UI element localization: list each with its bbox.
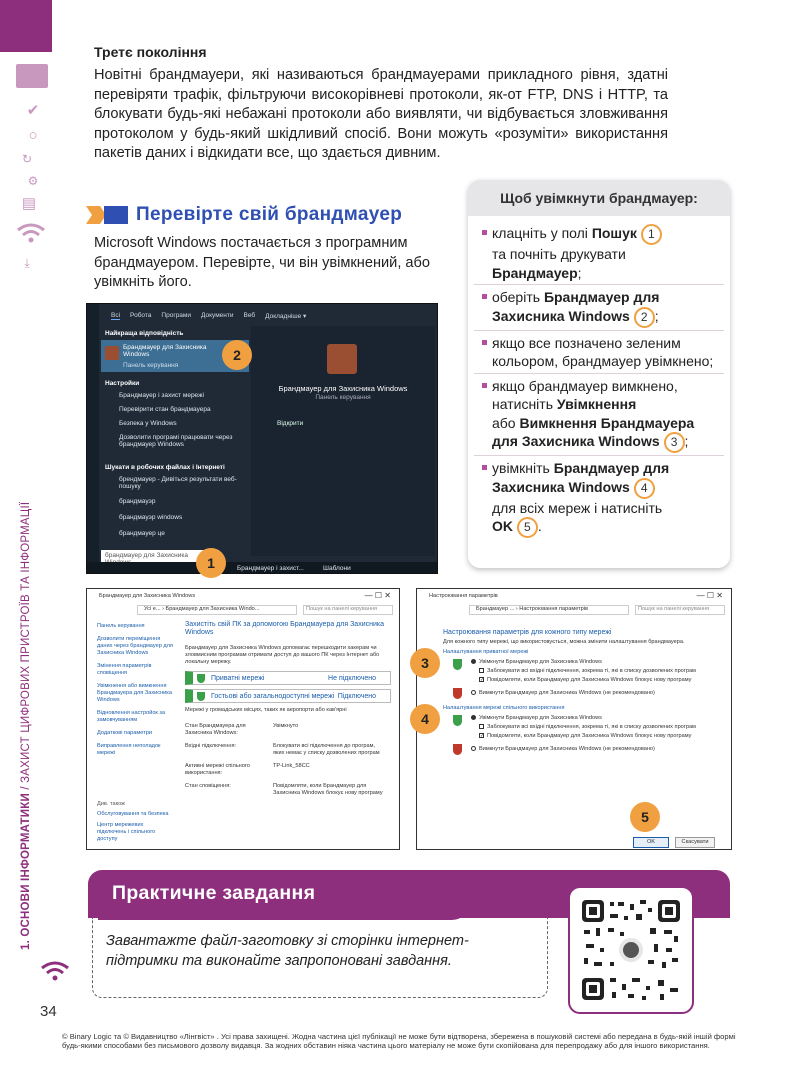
control-panel-screenshot xyxy=(86,588,400,850)
see-also-label: Див. також xyxy=(97,801,125,807)
public-network-desc: Мережі у громадських місцях, таких як аеропорти або кав'ярні xyxy=(185,707,347,713)
taskbar-item[interactable]: Шаблони xyxy=(323,565,351,572)
tab-documents[interactable]: Документи xyxy=(201,312,234,319)
radio-label: Вимкнути Брандмауер для Захисника Windows (не рекомендовано) xyxy=(479,690,655,696)
cp-link[interactable]: Увімкнення або вимкнення Брандмауера для Захисника Windows xyxy=(97,683,172,703)
status-key: Стан Брандмауера для Захисника Windows: xyxy=(185,723,246,736)
cancel-button[interactable]: Скасувати xyxy=(675,837,715,848)
settings-heading: Настроювання параметрів для кожного типу мережі xyxy=(443,629,612,636)
badge-1: 1 xyxy=(196,548,226,578)
tab-work[interactable]: Робота xyxy=(130,312,152,319)
status-row xyxy=(185,763,391,777)
radio-label: Увімкнути Брандмауер для Захисника Windows xyxy=(479,659,602,665)
section-flag-icon xyxy=(86,206,128,224)
step-1: клацніть у полі Пошук 1 та почніть друкувати Брандмауер; xyxy=(482,224,718,282)
check-icon: ✔ xyxy=(26,102,40,119)
shield-red-icon xyxy=(453,688,462,699)
step-badge: 5 xyxy=(517,517,538,538)
preview-title: Брандмауер для Захисника Windows xyxy=(278,384,408,393)
practical-title: Практичне завдання xyxy=(98,872,470,920)
shield-check-icon xyxy=(197,692,205,701)
public-section-label: Налаштування мережі спільного використання xyxy=(443,705,565,711)
web-label: Шукати в робочих файлах і Інтернеті xyxy=(105,464,225,471)
qr-code-image xyxy=(570,888,692,1012)
section-title: Перевірте свій брандмауер xyxy=(136,204,403,225)
cp-link[interactable]: Панель керування xyxy=(97,623,145,629)
radio-off-private[interactable] xyxy=(471,690,655,696)
wifi-icon xyxy=(40,960,70,982)
status-value: Увімкнуто xyxy=(273,723,299,729)
settings-intro: Для кожного типу мережі, що використовується, можна змінити налаштування брандмауера. xyxy=(443,639,685,645)
address-bar: Усі е... › Брандмауер для Захисника Windo... xyxy=(137,605,297,615)
section-paragraph: Microsoft Windows постачається з програмним брандмауером. Перевірте, чи він увімкнений, або увімкніть його. xyxy=(94,235,431,290)
firewall-icon xyxy=(105,346,119,360)
private-network-bar[interactable] xyxy=(185,671,391,685)
status-row xyxy=(185,783,391,797)
firewall-large-icon xyxy=(327,344,357,374)
private-section-label: Налаштування приватної мережі xyxy=(443,649,529,655)
badge-3: 3 xyxy=(410,648,440,678)
tab-web[interactable]: Веб xyxy=(243,312,256,319)
refresh-icon: ↻ xyxy=(21,152,33,166)
gear-icon: ⚙ xyxy=(27,174,39,188)
generation-heading: Третє покоління xyxy=(94,44,207,60)
steps-box xyxy=(468,180,730,568)
see-also-link[interactable]: Центр мережевих підключень і спільного доступу xyxy=(97,822,156,842)
settings-item[interactable]: Безпека у Windows xyxy=(119,420,177,427)
status-key: Активні мережі спільного використання: xyxy=(185,763,250,776)
shield-green-icon xyxy=(453,715,462,726)
checkbox-label: Заблокувати всі вхідні підключення, зокрема ті, які в списку дозволених програм xyxy=(487,724,696,730)
bulb-icon: ○ xyxy=(28,127,38,144)
status-value: TP-Link_58CC xyxy=(273,763,310,769)
settings-item[interactable]: Брандмауер і захист мережі xyxy=(119,392,204,399)
settings-screenshot xyxy=(416,588,732,850)
radio-on-private[interactable] xyxy=(471,659,602,665)
badge-2: 2 xyxy=(222,340,252,370)
step-4: якщо брандмауер вимкнено, натисніть Увімкнення або Вимкнення Брандмауера для Захисника Windows 3 ; xyxy=(482,377,718,454)
steps-list xyxy=(468,216,730,538)
chapter-tab xyxy=(0,0,52,52)
checkbox-notify-private[interactable]: ✓ Повідомляти, коли Брандмауер для Захисника Windows блокує нову програму xyxy=(480,677,692,684)
best-match-label: Найкраща відповідність xyxy=(105,330,184,337)
web-item[interactable]: брандмауэр xyxy=(119,498,156,505)
see-also-link[interactable]: Обслуговування та безпека xyxy=(97,811,169,817)
status-row xyxy=(185,723,391,737)
start-menu-tabs xyxy=(111,312,306,320)
radio-label: Вимкнути Брандмауер для Захисника Windows (не рекомендовано) xyxy=(479,746,655,752)
settings-list xyxy=(105,392,245,456)
step-badge: 4 xyxy=(634,478,655,499)
taskbar xyxy=(87,562,438,574)
cp-link[interactable]: Змінення параметрів сповіщення xyxy=(97,663,152,676)
taskbar-item[interactable]: Брандмауер і захист... xyxy=(237,565,304,572)
window-title: Брандмауер для Захисника Windows xyxy=(99,593,196,599)
checkbox-block-private[interactable] xyxy=(479,668,696,674)
web-item[interactable]: брендмауер - Дивіться результати веб-пошуку xyxy=(119,476,237,490)
preview-pane xyxy=(251,326,435,556)
search-input[interactable]: Пошук на панелі керування xyxy=(303,605,393,615)
radio-on-public[interactable] xyxy=(471,715,602,721)
status-value: Блокувати всі підключення до програм, яких немає у списку дозволених програм xyxy=(273,743,380,756)
tab-all[interactable]: Всі xyxy=(111,312,121,319)
shield-green-icon xyxy=(453,659,462,670)
tab-apps[interactable]: Програми xyxy=(161,312,192,319)
preview-subtitle: Панель керування xyxy=(315,394,371,401)
shield-red-icon xyxy=(453,744,462,755)
checkbox-label: Заблокувати всі вхідні підключення, зокрема ті, які в списку дозволених програм xyxy=(487,668,696,674)
checkbox-label: Повідомляти, коли Брандмауер для Захисника Windows блокує нову програму xyxy=(487,677,692,683)
cp-left-pane xyxy=(97,623,173,757)
search-input[interactable]: Пошук на панелі керування xyxy=(635,605,725,615)
cp-heading: Захистіть свій ПК за допомогою Брандмауера для Захисника Windows xyxy=(185,621,384,636)
badge-4: 4 xyxy=(410,704,440,734)
folder-icon xyxy=(16,64,48,88)
chapter-vertical-title: 1. ОСНОВИ ІНФОРМАТИКИ / ЗАХИСТ ЦИФРОВИХ ПРИСТРОЇВ ТА ІНФОРМАЦІЇ xyxy=(20,501,32,950)
download-icon: ⤓ xyxy=(24,256,30,270)
checkbox-notify-public[interactable]: ✓ Повідомляти, коли Брандмауер для Захисника Windows блокує нову програму xyxy=(480,733,692,740)
cp-description: Брандмауер для Захисника Windows допомагає перешкодити хакерам чи зловмисним програмам отримати доступ до вашого ПК через Інтернет або локальну мережу. xyxy=(185,645,380,665)
public-network-bar[interactable] xyxy=(185,689,391,703)
step-badge: 1 xyxy=(641,224,662,245)
copyright-notice: © Binary Logic та © Видавництво «Лінгвіст» . Усі права захищені. Жодна частина цієї публікації не може бути відтворена, збережена в пошуковій системі або передана в будь-якій іншій формі будь-якими способами без письмового дозволу видавця. За жодних обставин ніяка частина цього матеріалу не може бути скопійована для перепродажу або для іншого використання. xyxy=(62,1032,736,1051)
start-menu-screenshot xyxy=(86,303,438,574)
see-also-list xyxy=(97,811,171,843)
step-2: оберіть Брандмауер для Захисника Windows 2 ; xyxy=(482,288,718,328)
radio-label: Увімкнути Брандмауер для Захисника Windows xyxy=(479,715,602,721)
step-5: увімкніть Брандмауер для Захисника Windows 4 для всіх мереж і натисніть OK 5 . xyxy=(482,459,718,538)
search-box[interactable]: брандмауер для Захисника xyxy=(101,550,219,564)
checkbox-label: Повідомляти, коли Брандмауер для Захисника Windows блокує нову програму xyxy=(487,733,692,739)
cp-link[interactable]: Дозволити переміщення даних через брандмауер для Захисника Windows xyxy=(97,636,173,656)
status-value: Повідомляти, коли Брандмауер для Захисника Windows блокує нову програму xyxy=(273,783,383,796)
web-item[interactable]: брандмауэр windows xyxy=(119,514,183,521)
window-controls: — ☐ ✕ xyxy=(364,591,391,600)
best-match-title: Брандмауер для Захисника Windows xyxy=(123,344,207,358)
step-badge: 2 xyxy=(634,307,655,328)
settings-item[interactable]: Дозволити програмі працювати через брандмауер Windows xyxy=(119,434,233,448)
checkbox-block-public[interactable] xyxy=(479,724,696,730)
intro-paragraph: Новітні брандмауери, які називаються брандмауерами прикладного рівня, здатні перевіряти трафік, фільтруючи високорівневі протоколи, як-от FTP, DNS і HTTP, та блокувати будь-які небажані протоколи або виявляти, чи відбувається зловживання протоколом у будь-який шкідливий спосіб. Вони можуть «розуміти» використання пакетів даних і відкидати все, що здається дивним. xyxy=(94,67,668,161)
cp-link[interactable]: Виправлення неполадок мережі xyxy=(97,743,161,756)
private-network-label: Приватні мережі xyxy=(211,675,265,682)
radio-off-public[interactable] xyxy=(471,746,655,752)
cp-link[interactable]: Додаткові параметри xyxy=(97,730,152,736)
best-match-subtitle: Панель керування xyxy=(123,362,179,369)
open-link[interactable]: Відкрити xyxy=(277,420,304,427)
status-row xyxy=(185,743,391,757)
shield-check-icon xyxy=(197,674,205,683)
wifi-icon xyxy=(16,222,46,244)
web-list xyxy=(105,476,245,546)
practical-text: Завантажте файл-заготовку зі сторінки інтернет-підтримки та виконайте запропоновані завдання. xyxy=(106,933,469,969)
ok-button[interactable]: OK xyxy=(633,837,669,848)
cp-link[interactable]: Відновлення настройок за замовчуванням xyxy=(97,710,166,723)
status-key: Вхідні підключення: xyxy=(185,743,237,749)
address-bar: Брандмауер ... › Настроювання параметрів xyxy=(469,605,629,615)
window-controls: — ☐ ✕ xyxy=(696,591,723,600)
tab-more[interactable]: Докладніше ▾ xyxy=(265,313,307,320)
private-network-status: Не підключено xyxy=(328,675,376,682)
cp-status-table xyxy=(185,723,391,797)
window-title: Настроювання параметрів xyxy=(429,593,498,599)
steps-box-title: Щоб увімкнути брандмауер: xyxy=(468,180,730,216)
status-key: Стан сповіщення: xyxy=(185,783,231,789)
document-icon: ▤ xyxy=(21,195,37,212)
web-item[interactable]: брандмауер це xyxy=(119,530,165,537)
badge-5: 5 xyxy=(630,802,660,832)
step-badge: 3 xyxy=(664,432,685,453)
page-number: 34 xyxy=(40,1003,57,1020)
public-network-status: Підключено xyxy=(337,693,376,700)
qr-code[interactable] xyxy=(568,886,694,1014)
left-icon-strip xyxy=(87,304,99,562)
step-3: якщо все позначено зеленим кольором, брандмауер увімкнено; xyxy=(482,334,718,371)
settings-label: Настройки xyxy=(105,380,140,387)
public-network-label: Гостьові або загальнодоступні мережі xyxy=(211,693,335,700)
settings-item[interactable]: Перевірити стан брандмауера xyxy=(119,406,211,413)
